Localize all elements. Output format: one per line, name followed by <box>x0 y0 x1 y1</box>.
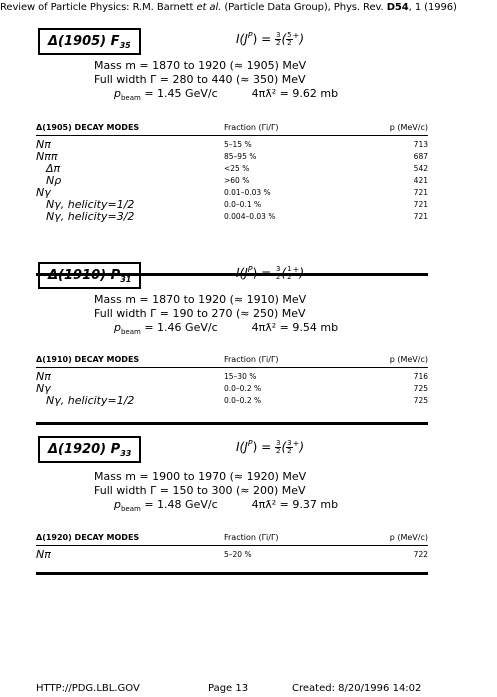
decay-mode: Nγ, helicity=1/2 <box>46 198 135 211</box>
decay-momentum: 725 <box>413 384 428 393</box>
footer-url[interactable]: HTTP://PDG.LBL.GOV <box>36 683 140 694</box>
decay-mode-row <box>36 163 428 175</box>
header-volume: , 1 (1996) <box>408 2 457 13</box>
decay-mode-row <box>36 549 428 561</box>
decay-mode: Nρ <box>46 174 62 187</box>
decay-fraction: 0.0–0.2 % <box>224 384 262 393</box>
mass-line: Mass m = 1870 to 1920 (≈ 1910) MeV <box>94 293 307 306</box>
beam-line: $p_{beam} = 1.45$ GeV/c 4πƛ² = 9.62 mb <box>114 87 339 103</box>
decay-fraction: >60 % <box>224 176 250 185</box>
decay-fraction: 85–95 % <box>224 152 257 161</box>
decay-fraction: 5–15 % <box>224 140 252 149</box>
properties <box>94 293 338 335</box>
decay-mode: Nγ, helicity=3/2 <box>46 210 135 223</box>
properties <box>94 59 338 101</box>
properties <box>94 470 338 512</box>
particle-title-box: Δ(1920) $P_{33}$ <box>38 436 141 463</box>
decay-fraction: 0.0–0.2 % <box>224 396 262 405</box>
decay-mode-row <box>36 211 428 223</box>
mass-line: Mass m = 1870 to 1920 (≈ 1905) MeV <box>94 59 307 72</box>
header-etal: et al. <box>196 2 222 13</box>
decay-momentum: 716 <box>413 372 428 381</box>
particle-section-1910 <box>36 262 428 427</box>
decay-fraction: 0.004–0.03 % <box>224 212 276 221</box>
decay-mode: Nγ, helicity=1/2 <box>46 394 135 407</box>
decay-fraction: 15–30 % <box>224 372 257 381</box>
decay-fraction: 5–20 % <box>224 550 252 559</box>
decay-modes-header: Δ(1910) DECAY MODES Fraction (Γi/Γ) p (MeV/c) <box>36 355 428 364</box>
decay-mode: Nγ <box>36 186 51 199</box>
decay-mode: Nπ <box>36 138 51 151</box>
decay-momentum: 722 <box>413 550 428 559</box>
decay-mode-row <box>36 395 428 407</box>
particle-title-box: Δ(1905) $F_{35}$ <box>38 28 141 55</box>
quantum-numbers: $I(J^P)$ = $\frac{3}{2}$ ( $\frac{1}{2}$ +) <box>236 265 304 281</box>
quantum-numbers: $I(J^P)$ = $\frac{3}{2}$ ( $\frac{3}{2}$ +) <box>236 439 304 455</box>
decay-mode-row <box>36 151 428 163</box>
footer-page: Page 13 <box>208 683 249 694</box>
mass-line: Mass m = 1900 to 1970 (≈ 1920) MeV <box>94 470 307 483</box>
decay-momentum: 542 <box>413 164 428 173</box>
header-rule <box>36 135 428 136</box>
decay-mode: Nππ <box>36 150 58 163</box>
section-end-rule <box>36 422 428 425</box>
decay-momentum: 721 <box>413 212 428 221</box>
header-rule <box>36 545 428 546</box>
header-journal: D54 <box>386 2 409 13</box>
decay-momentum: 721 <box>413 200 428 209</box>
beam-line: $p_{beam} = 1.48$ GeV/c 4πƛ² = 9.37 mb <box>114 498 339 514</box>
decay-fraction: <25 % <box>224 164 250 173</box>
section-end-rule <box>36 572 428 575</box>
decay-fraction: 0.01–0.03 % <box>224 188 271 197</box>
decay-momentum: 721 <box>413 188 428 197</box>
quantum-numbers: $I(J^P)$ = $\frac{3}{2}$ ( $\frac{5}{2}$ +) <box>236 31 304 47</box>
footer-created: Created: 8/20/1996 14:02 <box>292 683 422 694</box>
decay-mode-row <box>36 371 428 383</box>
width-line: Full width Γ = 280 to 440 (≈ 350) MeV <box>94 73 306 86</box>
particle-title-box: Δ(1910) $P_{31}$ <box>38 262 141 289</box>
width-line: Full width Γ = 190 to 270 (≈ 250) MeV <box>94 307 306 320</box>
header-pre: Review of Particle Physics: <box>0 2 130 13</box>
decay-fraction: 0.0–0.1 % <box>224 200 262 209</box>
header-group: (Particle Data Group), Phys. Rev. <box>224 2 384 13</box>
decay-mode: Nγ <box>36 382 51 395</box>
decay-modes-header: Δ(1920) DECAY MODES Fraction (Γi/Γ) p (MeV/c) <box>36 533 428 542</box>
decay-mode-row <box>36 175 428 187</box>
width-line: Full width Γ = 150 to 300 (≈ 200) MeV <box>94 484 306 497</box>
decay-mode-row <box>36 139 428 151</box>
running-header <box>0 2 497 13</box>
decay-modes-header: Δ(1905) DECAY MODES Fraction (Γi/Γ) p (MeV/c) <box>36 123 428 132</box>
decay-mode: Nπ <box>36 548 51 561</box>
header-rule <box>36 367 428 368</box>
decay-mode: Δπ <box>46 162 61 175</box>
decay-mode: Nπ <box>36 370 51 383</box>
decay-momentum: 687 <box>413 152 428 161</box>
decay-momentum: 713 <box>413 140 428 149</box>
particle-section-1920 <box>36 436 428 581</box>
beam-line: $p_{beam} = 1.46$ GeV/c 4πƛ² = 9.54 mb <box>114 321 339 337</box>
decay-momentum: 725 <box>413 396 428 405</box>
particle-section-1905 <box>36 28 428 278</box>
decay-momentum: 421 <box>413 176 428 185</box>
header-authors: R.M. Barnett <box>132 2 194 13</box>
